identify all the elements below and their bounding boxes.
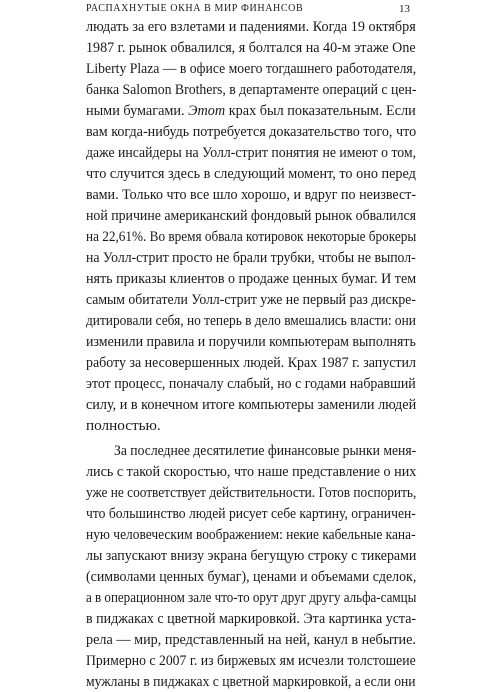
running-head [86,2,410,16]
text-line: лы запускают внизу экрана бегущую строку с тикерами [86,547,417,564]
text-line: мужланы в пиджаках с цветной маркировкой, а если они [86,673,416,690]
text-line: ной причине американский фондовый рынок обвалился [86,207,416,224]
text-line: уже не соответствует действительности. Готов поспорить, [86,484,417,501]
text-line: изменили правила и поручили компьютерам выполнять [86,333,416,350]
text-line: Liberty Plaza — в офисе моего тогдашнего работодателя, [86,60,417,77]
text-line: работу за несовершенных людей. Крах 1987 г. запустил [86,354,416,371]
text-line: лись с такой скоростью, что наше представление о них [86,463,417,480]
text-line: этот процесс, поначалу слабый, но с годами набравший [86,375,416,392]
text-line: 1987 г. рынок обвалился, я болтался на 40-м этаже One [86,39,416,56]
paragraph [86,16,416,436]
text-line: силу, и в конечном итоге компьютеры заменили людей [86,396,417,413]
text-line: рела — мир, представленный на ней, канул в небытие. [86,631,416,648]
text-line: банка Salomon Brothers, в департаменте операций с цен- [86,81,417,98]
text-line: что большинство людей рисует себе картину, ограничен- [86,505,416,522]
italic-emphasis: Этот [188,102,226,119]
text-line: на Уолл-стрит просто не брали трубки, чтобы не выпол- [86,249,416,266]
text-line: даже инсайдеры на Уолл-стрит понятия не имеют о том, [86,144,417,161]
page-number: 13 [399,3,410,15]
body-text [86,16,416,692]
text-run: крах был показательным. Если [228,102,416,119]
text-line: ную человеческим воображением: некие кабельные кана- [86,526,416,543]
text-line: на 22,61%. Во время обвала котировок некоторые брокеры [86,228,417,245]
text-line: (символами ценных бумаг), ценами и объемами сделок, [86,568,417,585]
text-line: дитировали себя, но теперь в дело вмешались власти: они [86,312,416,329]
text-line: самым обитатели Уолл-стрит уже не первый раз дискре- [86,291,416,308]
text-line: вам когда-нибудь потребуется доказательство того, что [86,123,417,140]
text-line: что случится здесь в следующий момент, то оно перед [86,165,416,182]
text-line: вами. Только что все шло хорошо, и вдруг по неизвест- [86,186,417,203]
text-line: в пиджаках с цветной маркировкой. Эта картинка уста- [86,610,417,627]
text-line: людать за его взлетами и падениями. Когда 19 октября [86,18,416,35]
text-line: полностью. [86,417,161,434]
text-line: Примерно с 2007 г. из биржевых ям исчезли толстошеие [86,652,416,669]
text-line: За последнее десятилетие финансовые рынки меня- [114,442,417,459]
text-line [86,100,416,121]
text-line: нять приказы клиентов о продаже ценных бумаг. И тем [86,270,417,287]
paragraph [86,440,416,692]
text-run: ными бумагами. [86,102,185,119]
running-head-title: РАСПАХНУТЫЕ ОКНА В МИР ФИНАНСОВ [86,3,304,14]
text-line: а в операционном зале что-то орут друг другу альфа-самцы [86,589,417,606]
